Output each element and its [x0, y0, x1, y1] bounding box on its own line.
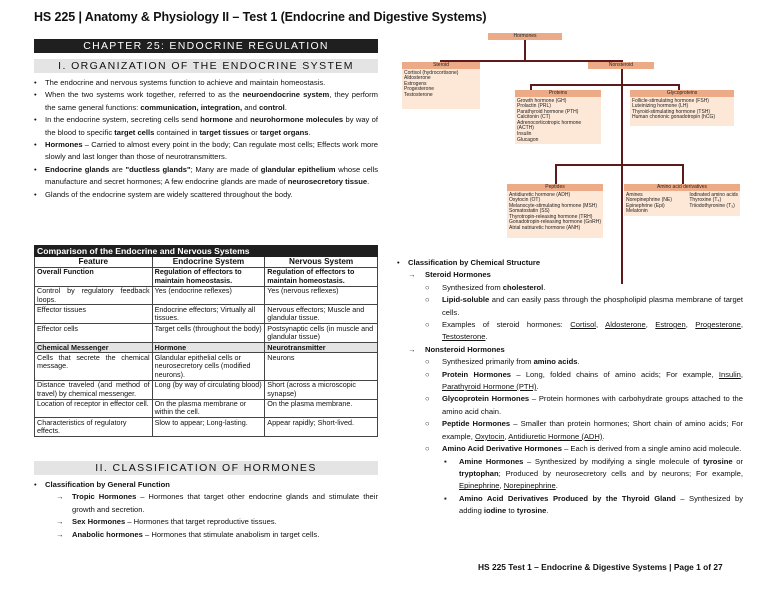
list-item: Human chorionic gonadotropin (hCG)	[632, 114, 716, 121]
circle-bullet-icon: ○	[425, 282, 430, 292]
table-cell: Characteristics of regulatory effects.	[35, 418, 153, 437]
table-cell: Regulation of effectors to maintain homeostasis.	[152, 267, 265, 286]
comparison-table	[34, 245, 378, 437]
arrow-right-icon: →	[56, 529, 64, 539]
node-label: Steroid	[402, 62, 480, 69]
list-item: Thyroxine (T₄)	[689, 197, 722, 204]
list-item: Somatostatin (SS)	[509, 208, 550, 215]
term: Sex Hormones	[72, 517, 126, 527]
table-cell: Cells that secrete the chemical message.	[35, 353, 153, 380]
node-label: Hormones	[488, 33, 562, 40]
table-cell: Neurons	[265, 353, 378, 380]
list-item: ○ Synthesized from cholesterol.	[397, 282, 743, 294]
definition: – Hormones that target other endocrine glands and stimulate their growth and secretion.	[72, 492, 378, 514]
iodinated-column	[689, 193, 738, 215]
table-row	[35, 324, 378, 343]
table-header: Nervous System	[265, 257, 378, 267]
page-title: HS 225 | Anatomy & Physiology II – Test 1 (Endocrine and Digestive Systems)	[34, 10, 487, 24]
table-cell: Target cells (throughout the body)	[152, 324, 265, 343]
list-item	[397, 257, 743, 269]
circle-bullet-icon: ○	[425, 320, 430, 330]
circle-bullet-icon: ○	[425, 295, 430, 305]
page-footer: HS 225 Test 1 – Endocrine & Digestive Systems | Page 1 of 27	[478, 562, 723, 572]
list-item: ○ Peptide Hormones – Smaller than protein hormones; Short chain of amino acids; For example, Oxytocin, Antidiuretic Hormone (ADH).	[425, 419, 743, 441]
table-row	[35, 353, 378, 380]
list-item: Oxytocin (OT)	[509, 197, 541, 204]
list-item: Calcitonin (CT)	[517, 114, 551, 121]
list-item	[397, 269, 743, 281]
node-items	[402, 69, 480, 109]
table-row	[35, 305, 378, 324]
table-cell: Location of receptor in effector cell.	[35, 399, 153, 418]
definition: – Hormones that target reproductive tissues.	[125, 517, 277, 527]
list-item: Growth hormone (GH)	[517, 97, 567, 104]
table-cell: Chemical Messenger	[35, 343, 153, 353]
nonsteroid-heading: Nonsteroid Hormones	[425, 344, 505, 354]
list-item: Triiodothyronine (T₃)	[689, 202, 735, 209]
table-row	[35, 380, 378, 399]
list-item: • Glands of the endocrine system are widely scattered throughout the body.	[34, 189, 378, 201]
node-label: Nonsteroid	[588, 62, 654, 69]
list-item: Cortisol (hydrocortisone)	[404, 69, 459, 76]
steroid-heading: Steroid Hormones	[425, 270, 491, 280]
list-item: ○ Examples of steroid hormones: Cortisol, Aldosterone, Estrogen, Progesterone, Testosterone.	[425, 320, 743, 342]
list-item: Iodinated amino acids	[689, 191, 738, 198]
connector-line	[555, 164, 557, 184]
arrow-right-icon: →	[408, 344, 416, 354]
list-item: Amines	[626, 191, 643, 198]
table-cell: Distance traveled (and method of travel) by chemical messenger.	[35, 380, 153, 399]
node-hormones	[488, 33, 562, 40]
list-item: ○ Lipid-soluble and can easily pass through the phospholipid plasma membrane of target cells.	[425, 295, 743, 317]
list-item: • In the endocrine system, secreting cells send hormone and neurohormone molecules by way of the blood to specific target cells contained in target tissues or target organs.	[34, 114, 378, 139]
list-item: ○ Glycoprotein Hormones – Protein hormones with carbohydrate groups attached to the amino acid chain.	[425, 394, 744, 416]
connector-line	[530, 84, 680, 86]
circle-bullet-icon: ○	[425, 357, 430, 367]
list-item: Follicle-stimulating hormone (FSH)	[632, 97, 709, 104]
square-bullet-icon: ▪	[444, 456, 447, 466]
chemical-structure-heading: Classification by Chemical Structure	[408, 258, 541, 267]
table-cell: Glandular epithelial cells or neurosecretory cells (modified neurons).	[152, 353, 265, 380]
node-steroid	[402, 62, 480, 109]
list-item: Norepinephrine (NE)	[626, 197, 672, 204]
table-cell: On the plasma membrane or within the cell.	[152, 399, 265, 418]
list-item: ▪ Amino Acid Derivatives Produced by the Thyroid Gland – Synthesized by adding iodine to tyrosine.	[444, 493, 743, 516]
list-item: Melatonin	[626, 208, 648, 215]
circle-bullet-icon: ○	[425, 419, 430, 429]
table-title: Comparison of the Endocrine and Nervous Systems	[35, 246, 378, 257]
list-item	[34, 529, 378, 541]
term: Tropic Hormones	[72, 492, 137, 502]
table-cell: Neurotransmitter	[265, 343, 378, 353]
node-label: Peptides	[507, 184, 603, 191]
table-row	[35, 418, 378, 437]
arrow-right-icon: →	[408, 270, 416, 280]
table-cell: Short (across a microscopic synapse)	[265, 380, 378, 399]
list-item: Progesterone	[404, 86, 435, 93]
table-cell: Endocrine effectors; Virtually all tissues.	[152, 305, 265, 324]
table-cell: Long (by way of circulating blood)	[152, 380, 265, 399]
list-item: ▪ Amine Hormones – Synthesized by modifying a single molecule of tyrosine or tryptophan; Produced by neurosecretory cells and by neurons; For example, Epinephrine, Norepinephrine.	[444, 456, 743, 491]
table-row	[35, 343, 378, 353]
connector-line	[621, 74, 623, 284]
node-nonsteroid	[588, 62, 654, 69]
node-items	[630, 97, 734, 126]
list-item: ○ Protein Hormones – Long, folded chains of amino acids; For example, Insulin, Parathyroid Hormone (PTH).	[425, 369, 743, 392]
list-item: Thyrotropin-releasing hormone (TRH)	[509, 213, 593, 220]
list-item: Glucagon	[517, 136, 539, 143]
table-cell: Yes (endocrine reflexes)	[152, 286, 265, 305]
table-cell: Slow to appear; Long-lasting.	[152, 418, 265, 437]
node-label: Glycoproteins	[630, 90, 734, 97]
table-cell: Effector cells	[35, 324, 153, 343]
table-cell: Postsynaptic cells (in muscle and glandular tissue)	[265, 324, 378, 343]
general-function-heading: Classification by General Function	[45, 480, 170, 489]
list-item: Adrenocorticotropic hormone (ACTH)	[517, 119, 582, 132]
definition: – Hormones that stimulate anabolism in target cells.	[142, 529, 320, 539]
bullet: •	[397, 258, 400, 267]
arrow-right-icon: →	[56, 517, 64, 527]
list-item: • Hormones – Carried to almost every point in the body; Can regulate most cells; Effects work more slowly and last longer than those of neurotransmitters.	[34, 139, 378, 164]
list-item: • The endocrine and nervous systems function to achieve and maintain homeostasis.	[34, 77, 378, 89]
node-items	[515, 97, 601, 144]
organization-bullets	[34, 77, 378, 201]
list-item: Antidiuretic hormone (ADH)	[509, 191, 571, 198]
list-item: Thyroid-stimulating hormone (TSH)	[632, 108, 711, 115]
list-item: Epinephrine (Epi)	[626, 202, 665, 209]
node-amino-acid-derivatives	[624, 184, 740, 216]
list-item: Prolactin (PRL)	[517, 103, 551, 110]
table-header: Endocrine System	[152, 257, 265, 267]
node-peptides	[507, 184, 603, 238]
list-item	[34, 516, 378, 528]
arrow-right-icon: →	[56, 492, 64, 502]
connector-line	[555, 164, 684, 166]
term: Anabolic hormones	[72, 529, 143, 539]
list-item	[34, 479, 378, 491]
chemical-structure-list	[397, 257, 743, 518]
table-row	[35, 286, 378, 305]
node-proteins	[515, 90, 601, 144]
list-item: • When the two systems work together, referred to as the neuroendocrine system, they perform the same general functions: communication, integration, and control.	[34, 89, 378, 114]
list-item: • Endocrine glands are "ductless glands"; Many are made of glandular epithelium whose cells manufacture and secret hormones; A few endocrine glands are made of neurosecretory tissue.	[34, 164, 378, 189]
section-banner-classification: II. CLASSIFICATION OF HORMONES	[34, 461, 378, 475]
list-item: ○ Synthesized primarily from amino acids.	[397, 356, 743, 368]
node-label: Proteins	[515, 90, 601, 97]
circle-bullet-icon: ○	[425, 369, 430, 379]
bullet: •	[34, 480, 37, 489]
list-item: Insulin	[517, 131, 532, 138]
list-item: Gonadotropin-releasing hormone (GnRH)	[509, 219, 601, 226]
amines-column	[626, 193, 672, 215]
table-row	[35, 399, 378, 418]
list-item: Aldosterone	[404, 75, 431, 82]
table-cell: Control by regulatory feedback loops.	[35, 286, 153, 305]
table-row	[35, 267, 378, 286]
table-header: Feature	[35, 257, 153, 267]
node-items	[624, 191, 740, 216]
table-cell: Overall Function	[35, 267, 153, 286]
table-cell: Hormone	[152, 343, 265, 353]
table-cell: Appear rapidly; Short-lived.	[265, 418, 378, 437]
node-glycoproteins	[630, 90, 734, 126]
list-item: ○ Amino Acid Derivative Hormones – Each is derived from a single amino acid molecule.	[397, 443, 743, 455]
list-item: Melanocyte-stimulating hormone (MSH)	[509, 202, 598, 209]
chapter-banner: CHAPTER 25: ENDOCRINE REGULATION	[34, 39, 378, 53]
list-item	[397, 344, 743, 356]
table-cell: Effector tissues	[35, 305, 153, 324]
table-cell: On the plasma membrane.	[265, 399, 378, 418]
node-label: Amino acid derivatives	[624, 184, 740, 191]
table-cell: Regulation of effectors to maintain homeostasis.	[265, 267, 378, 286]
square-bullet-icon: ▪	[444, 493, 447, 503]
node-items	[507, 191, 603, 238]
table-cell: Nervous effectors; Muscle and glandular tissue.	[265, 305, 378, 324]
general-function-list	[34, 479, 378, 541]
table-cell: Yes (nervous reflexes)	[265, 286, 378, 305]
connector-line	[682, 164, 684, 184]
circle-bullet-icon: ○	[425, 444, 430, 454]
list-item	[34, 491, 378, 516]
list-item: Parathyroid hormone (PTH)	[517, 108, 579, 115]
connector-line	[524, 38, 526, 60]
list-item: Luteinizing hormone (LH)	[632, 103, 689, 110]
section-banner-organization: I. ORGANIZATION OF THE ENDOCRINE SYSTEM	[34, 59, 378, 73]
list-item: Testosterone	[404, 91, 433, 98]
list-item: Atrial natriuretic hormone (ANH)	[509, 225, 581, 232]
list-item: Estrogens	[404, 80, 427, 87]
circle-bullet-icon: ○	[425, 394, 430, 404]
